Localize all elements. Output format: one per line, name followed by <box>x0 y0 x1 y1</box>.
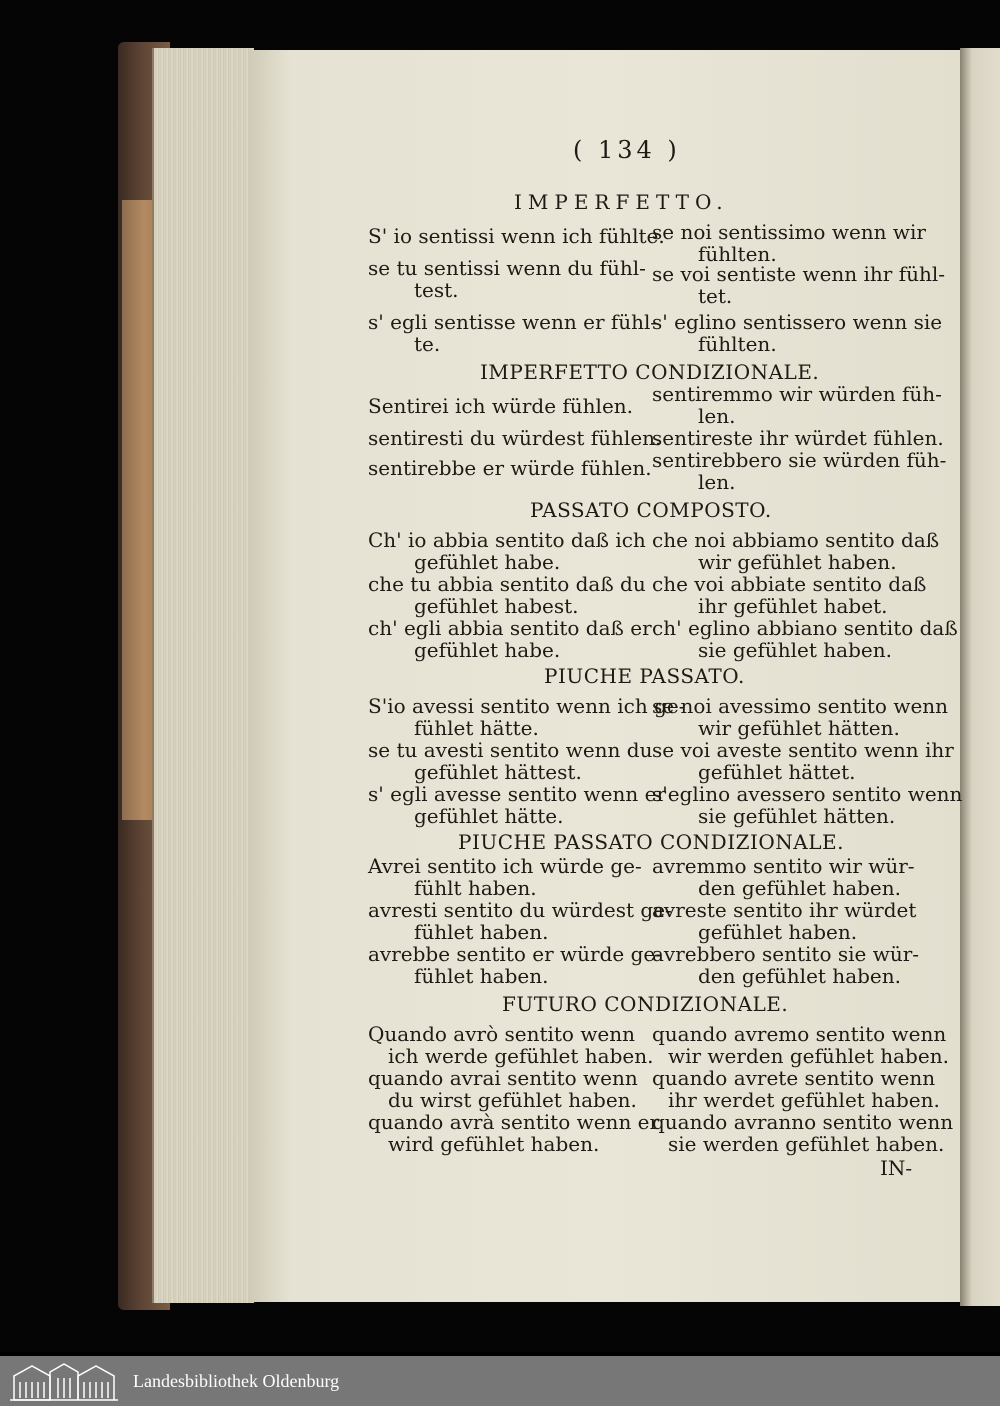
section-heading: PIUCHE PASSATO CONDIZIONALE. <box>458 830 844 854</box>
conjugation-line: den gefühlet haben. <box>698 876 901 900</box>
conjugation-line: avreste sentito ihr würdet <box>652 898 917 922</box>
conjugation-line: s'eglino avessero sentito wenn <box>652 782 963 806</box>
conjugation-line: sentiresti du würdest fühlen. <box>368 426 662 450</box>
conjugation-line: sie werden gefühlet haben. <box>668 1132 945 1156</box>
conjugation-line: quando avrà sentito wenn er <box>368 1110 660 1134</box>
conjugation-line: Sentirei ich würde fühlen. <box>368 394 634 418</box>
conjugation-line: te. <box>414 332 441 356</box>
conjugation-line: quando avranno sentito wenn <box>652 1110 954 1134</box>
conjugation-line: gefühlet habest. <box>414 594 579 618</box>
conjugation-line: wir gefühlet hätten. <box>698 716 900 740</box>
conjugation-line: che noi abbiamo sentito daß <box>652 528 940 552</box>
conjugation-line: sentirebbero sie würden füh- <box>652 448 947 472</box>
conjugation-line: ihr werdet gefühlet haben. <box>668 1088 940 1112</box>
conjugation-line: che voi abbiate sentito daß <box>652 572 927 596</box>
conjugation-line: quando avrai sentito wenn <box>368 1066 638 1090</box>
conjugation-line: fühlten. <box>698 242 777 266</box>
conjugation-line: test. <box>414 278 459 302</box>
conjugation-line: gefühlet hättet. <box>698 760 856 784</box>
section-heading: PIUCHE PASSATO. <box>544 664 745 688</box>
conjugation-line: se voi sentiste wenn ihr fühl- <box>652 262 946 286</box>
conjugation-line: len. <box>698 404 736 428</box>
conjugation-line: avrebbero sentito sie wür- <box>652 942 920 966</box>
conjugation-line: gefühlet habe. <box>414 550 561 574</box>
conjugation-line: Ch' io abbia sentito daß ich <box>368 528 646 552</box>
conjugation-line: s' egli avesse sentito wenn er <box>368 782 667 806</box>
footer-bar <box>0 1356 1000 1406</box>
conjugation-line: gefühlet hätte. <box>414 804 564 828</box>
conjugation-line: ihr gefühlet habet. <box>698 594 888 618</box>
conjugation-line: Quando avrò sentito wenn <box>368 1022 636 1046</box>
conjugation-line: sentirebbe er würde fühlen. <box>368 456 652 480</box>
conjugation-line: sentireste ihr würdet fühlen. <box>652 426 944 450</box>
conjugation-line: se voi aveste sentito wenn ihr <box>652 738 954 762</box>
conjugation-line: tet. <box>698 284 733 308</box>
conjugation-line: fühlet haben. <box>414 964 549 988</box>
conjugation-line: du wirst gefühlet haben. <box>388 1088 637 1112</box>
conjugation-line: avrebbe sentito er würde ge- <box>368 942 662 966</box>
page-stack-edges <box>152 48 254 1303</box>
section-heading: FUTURO CONDIZIONALE. <box>502 992 789 1016</box>
conjugation-line: wird gefühlet haben. <box>388 1132 600 1156</box>
conjugation-line: S'io avessi sentito wenn ich ge- <box>368 694 686 718</box>
conjugation-line: s' eglino sentissero wenn sie <box>652 310 943 334</box>
conjugation-line: fühlet hätte. <box>414 716 539 740</box>
conjugation-line: ch' eglino abbiano sentito daß <box>652 616 958 640</box>
conjugation-line: quando avrete sentito wenn <box>652 1066 936 1090</box>
conjugation-line: Avrei sentito ich würde ge- <box>368 854 642 878</box>
conjugation-line: fühlt haben. <box>414 876 537 900</box>
conjugation-line: se noi sentissimo wenn wir <box>652 220 926 244</box>
facing-page-edge <box>960 48 1000 1306</box>
page-number: ( 134 ) <box>573 136 681 164</box>
conjugation-line: gefühlet hättest. <box>414 760 582 784</box>
conjugation-line: gefühlet habe. <box>414 638 561 662</box>
library-building-icon <box>8 1360 120 1402</box>
conjugation-line: gefühlet haben. <box>698 920 858 944</box>
conjugation-line: len. <box>698 470 736 494</box>
conjugation-line: sentiremmo wir würden füh- <box>652 382 942 406</box>
conjugation-line: wir gefühlet haben. <box>698 550 897 574</box>
conjugation-line: quando avremo sentito wenn <box>652 1022 947 1046</box>
conjugation-line: avresti sentito du würdest ge- <box>368 898 672 922</box>
catchword: IN- <box>880 1156 913 1180</box>
conjugation-line: fühlet haben. <box>414 920 549 944</box>
section-heading: IMPERFETTO CONDIZIONALE. <box>480 360 820 384</box>
conjugation-line: sie gefühlet hätten. <box>698 804 896 828</box>
conjugation-line: ch' egli abbia sentito daß er <box>368 616 652 640</box>
conjugation-line: avremmo sentito wir wür- <box>652 854 915 878</box>
conjugation-line: S' io sentissi wenn ich fühlte. <box>368 224 665 248</box>
conjugation-line: che tu abbia sentito daß du <box>368 572 646 596</box>
conjugation-line: s' egli sentisse wenn er fühl- <box>368 310 658 334</box>
book-page <box>248 50 963 1302</box>
section-heading: IMPERFETTO. <box>514 190 729 214</box>
conjugation-line: se tu avesti sentito wenn du <box>368 738 653 762</box>
conjugation-line: fühlten. <box>698 332 777 356</box>
conjugation-line: ich werde gefühlet haben. <box>388 1044 654 1068</box>
conjugation-line: sie gefühlet haben. <box>698 638 892 662</box>
library-name: Landesbibliothek Oldenburg <box>133 1371 340 1391</box>
conjugation-line: den gefühlet haben. <box>698 964 901 988</box>
conjugation-line: wir werden gefühlet haben. <box>668 1044 949 1068</box>
section-heading: PASSATO COMPOSTO. <box>530 498 772 522</box>
conjugation-line: se noi avessimo sentito wenn <box>652 694 949 718</box>
conjugation-line: se tu sentissi wenn du fühl- <box>368 256 646 280</box>
